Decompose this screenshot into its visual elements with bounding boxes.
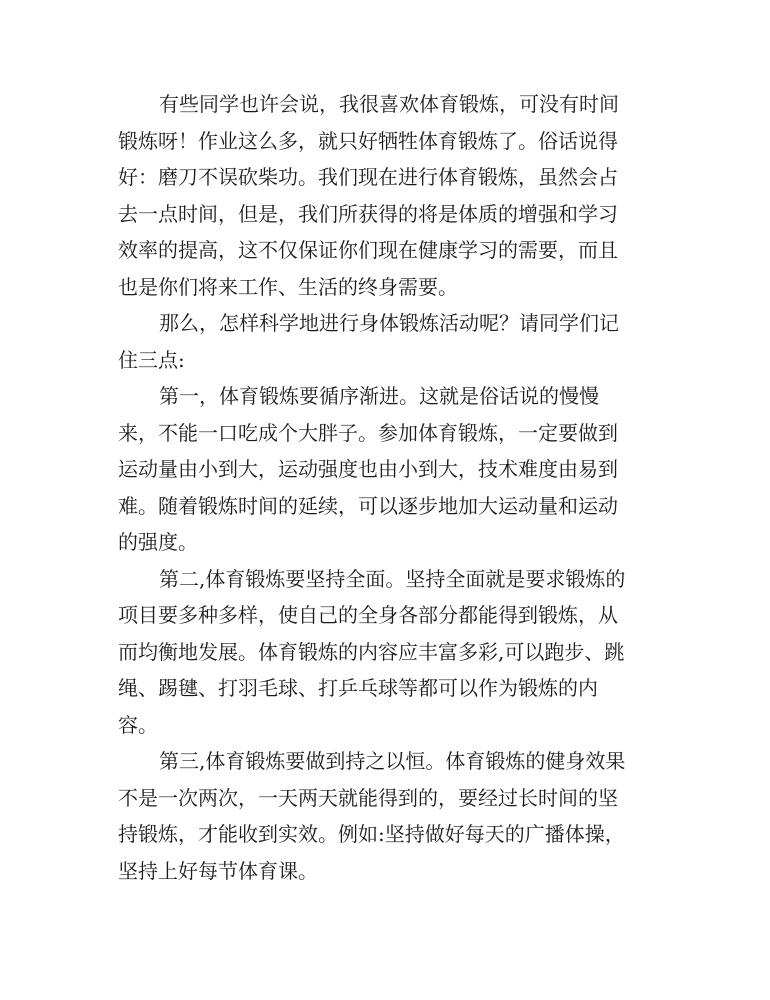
text-line: 第一，体育锻炼要循序渐进。这就是俗话说的慢慢 [159,384,599,408]
text-line: 持锻炼，才能收到实效。例如:坚持做好每天的广播体操， [118,822,625,846]
text-line: 第二,体育锻炼要坚持全面。坚持全面就是要求锻炼的 [159,566,626,591]
text-line: 运动量由小到大，运动强度也由小到大，技术难度由易到 [118,457,618,481]
text-line: 绳、踢毽、打羽毛球、打乒乓球等都可以作为锻炼的内 [118,676,598,700]
text-line: 难。随着锻炼时间的延续，可以逐步地加大运动量和运动 [118,493,618,518]
text-line: 不是一次两次，一天两天就能得到的，要经过长时间的坚 [118,785,618,810]
text-line: 来，不能一口吃成个大胖子。参加体育锻炼，一定要做到 [118,420,618,445]
text-line: 住三点: [118,347,185,372]
text-line: 好：磨刀不误砍柴功。我们现在进行体育锻炼，虽然会占 [118,165,618,189]
text-line: 第三,体育锻炼要做到持之以恒。体育锻炼的健身效果 [159,749,626,773]
document-page [118,86,648,889]
paragraph-1 [118,86,648,305]
paragraph-4 [118,561,648,744]
text-line: 项目要多种多样，使自己的全身各部分都能得到锻炼，从 [118,603,618,627]
paragraph-2 [118,305,648,378]
text-line: 容。 [118,712,158,737]
text-line: 锻炼呀！作业这么多，就只好牺牲体育锻炼了。俗话说得 [118,128,618,153]
paragraph-5 [118,743,648,889]
text-line: 的强度。 [118,530,198,554]
paragraph-3 [118,378,648,561]
text-line: 那么，怎样科学地进行身体锻炼活动呢？请同学们记 [159,311,619,335]
text-line: 去一点时间，但是，我们所获得的将是体质的增强和学习 [118,201,618,226]
text-line: 而均衡地发展。体育锻炼的内容应丰富多彩,可以跑步、跳 [118,639,625,664]
text-line: 也是你们将来工作、生活的终身需要。 [118,274,458,299]
text-line: 坚持上好每节体育课。 [118,858,318,883]
text-line: 效率的提高，这不仅保证你们现在健康学习的需要，而且 [118,238,618,262]
text-line: 有些同学也许会说，我很喜欢体育锻炼，可没有时间 [159,92,619,116]
